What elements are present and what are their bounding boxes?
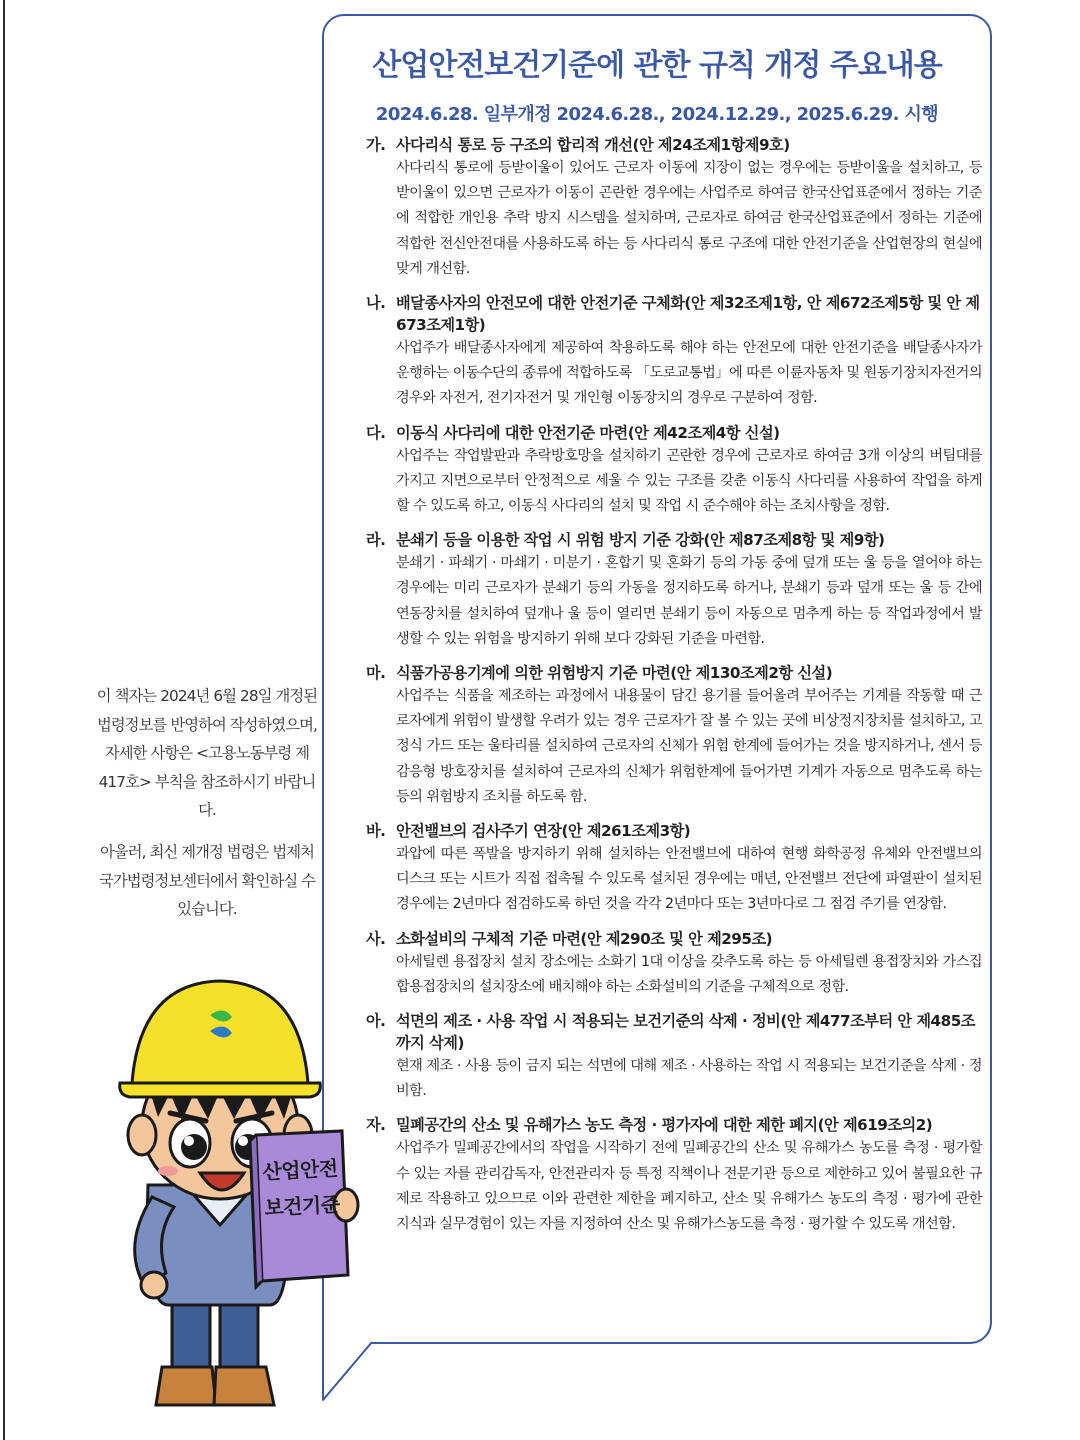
item-marker: 나.: [366, 294, 386, 313]
amendment-item: [366, 1114, 982, 1237]
item-marker: 자.: [366, 1116, 386, 1135]
amendment-item: [366, 292, 982, 412]
item-heading: [366, 422, 982, 444]
item-title: 이동식 사다리에 대한 안전기준 마련(안 제42조제4항 신설): [396, 423, 780, 442]
item-title: 밀폐공간의 산소 및 유해가스 농도 측정 · 평가자에 대한 제한 폐지(안 제619조의2): [396, 1116, 933, 1135]
item-title: 배달종사자의 안전모에 대한 안전기준 구체화(안 제32조제1항, 안 제672조제5항 및 안 제673조제1항): [396, 294, 980, 335]
amendment-item: [366, 422, 982, 520]
item-body: 현재 제조 · 사용 등이 금지 되는 석면에 대해 제조 · 사용하는 작업 시 적용되는 보건기준을 삭제 · 정비함.: [396, 1058, 982, 1100]
item-marker: 바.: [366, 822, 386, 841]
amendment-item: [366, 134, 982, 282]
item-title: 분쇄기 등을 이용한 작업 시 위험 방지 기준 강화(안 제87조제8항 및 제9항): [396, 531, 885, 550]
item-heading: [366, 292, 982, 336]
item-heading: [366, 928, 982, 950]
item-title: 식품가공용기계에 의한 위험방지 기준 마련(안 제130조제2항 신설): [396, 664, 833, 683]
amendment-item: [366, 1010, 982, 1104]
item-heading: [366, 529, 982, 551]
item-marker: 가.: [366, 136, 386, 154]
item-body: 아세틸렌 용접장치 설치 장소에는 소화기 1대 이상을 갖추도록 하는 등 아세틸렌 용접장치와 가스집합용접장치의 설치장소에 배치해야 하는 소화설비의 기준을 구체적으로 정함.: [396, 953, 982, 995]
item-body: 과압에 따른 폭발을 방지하기 위해 설치하는 안전밸브에 대하여 현행 화학공정 유체와 안전밸브의 디스크 또는 시트가 직접 접촉될 수 있도록 설치된 경우에는 매년, 안전밸브 전단에 파열판이 설치된 경우에는 2년마다 점검하도록 하던 것을 각각 2년마다 또는 3년마다로 그 점검 주기를 연장함.: [396, 846, 982, 913]
item-heading: [366, 1010, 982, 1054]
item-marker: 라.: [366, 531, 386, 550]
item-heading: [366, 1114, 982, 1136]
book-title-line: 보건기준: [263, 1192, 341, 1220]
page-subtitle: 2024.6.28. 일부개정 2024.6.28., 2024.12.29., 2025.6.29. 시행: [375, 104, 939, 125]
amendment-item: [366, 529, 982, 652]
item-body: 사업주는 식품을 제조하는 과정에서 내용물이 담긴 용기를 들어올려 부어주는 기계를 작동할 때 근로자에게 위험이 발생할 우려가 있는 경우 근로자가 잘 볼 수 있는 곳에 비상정지장치를 설치하고, 고정식 가드 또는 울타리를 설치하여 근로자의 신체가 위험 한계에 들어가는 것을 방지하거나, 센서 등 감응형 방호장치를 설치하여 근로자의 신체가 위험한계에 들어가면 기계가 자동으로 멈추도록 하는 등의 위험방지 조치를 하도록 함.: [396, 688, 982, 805]
side-note-paragraph: 아울러, 최신 제개정 법령은 법제처 국가법령정보센터에서 확인하실 수 있습니다.: [98, 842, 316, 919]
item-heading: [366, 662, 982, 684]
item-marker: 마.: [366, 664, 386, 683]
item-body: 분쇄기 · 파쇄기 · 마쇄기 · 미분기 · 혼합기 및 혼화기 등의 가동 중에 덮개 또는 울 등을 열어야 하는 경우에는 미리 근로자가 분쇄기 등의 가동을 정지하도록 하거나, 분쇄기 등과 덮개 또는 울 등 간에 연동장치를 설치하여 덮개나 울 등이 열리면 분쇄기 등이 자동으로 멈추게 하는 등 작업과정에서 발생할 수 있는 위험을 방지하기 위해 보다 강화된 기준을 마련함.: [396, 555, 982, 647]
item-marker: 사.: [366, 929, 386, 948]
item-body: 사다리식 통로에 등받이울이 있어도 근로자 이동에 지장이 없는 경우에는 등받이울을 설치하고, 등받이울이 있으면 근로자가 이동이 곤란한 경우에는 사업주로 하여금 한국산업표준에서 정하는 기준에 적합한 개인용 추락 방지 시스템을 설치하며, 근로자로 하여금 한국산업표준에서 정하는 기준에 적합한 전신안전대를 사용하도록 하는 등 사다리식 통로 구조에 대한 안전기준을 산업현장의 현실에 맞게 개선함.: [396, 160, 982, 277]
item-body: 사업주가 배달종사자에게 제공하여 착용하도록 해야 하는 안전모에 대한 안전기준을 배달종사자가 운행하는 이동수단의 종류에 적합하도록 「도로교통법」에 따른 이륜자동차 및 원동기장치자전거의 경우와 자전거, 전기자전거 및 개인형 이동장치의 경우로 구분하여 정함.: [396, 340, 982, 407]
item-title: 석면의 제조 · 사용 작업 시 적용되는 보건기준의 삭제 · 정비(안 제477조부터 안 제485조까지 삭제): [396, 1012, 975, 1053]
item-title: 안전밸브의 검사주기 연장(안 제261조제3항): [396, 822, 691, 841]
page-title: 산업안전보건기준에 관한 규칙 개정 주요내용: [372, 48, 942, 83]
item-body: 사업주는 작업발판과 추락방호망을 설치하기 곤란한 경우에 근로자로 하여금 3개 이상의 버팀대를 가지고 지면으로부터 안정적으로 세울 수 있는 구조를 갖춘 이동식 사다리를 사용하여 작업을 하게 할 수 있도록 하고, 이동식 사다리의 설치 및 작업 시 준수해야 하는 조치사항을 정함.: [396, 447, 982, 515]
book-title-line: 산업안전: [261, 1156, 339, 1184]
item-heading: [366, 820, 982, 842]
side-note-paragraph: 이 책자는 2024년 6월 28일 개정된 법령정보를 반영하여 작성하였으며, 자세한 사항은 <고용노동부령 제417호> 부칙을 참조하시기 바랍니다.: [96, 687, 318, 820]
item-title: 사다리식 통로 등 구조의 합리적 개선(안 제24조제1항제9호): [396, 136, 790, 154]
item-title: 소화설비의 구체적 기준 마련(안 제290조 및 안 제295조): [396, 929, 773, 948]
item-marker: 아.: [366, 1012, 386, 1031]
item-marker: 다.: [366, 423, 386, 442]
amendment-item: [366, 662, 982, 810]
book-title: [256, 1150, 346, 1226]
amendment-list: [366, 134, 982, 1247]
item-body: 사업주가 밀폐공간에서의 작업을 시작하기 전에 밀폐공간의 산소 및 유해가스 농도를 측정 · 평가할 수 있는 자를 관리감독자, 안전관리자 등 특정 직책이나 전문기관 등으로 제한하고 있어 불필요한 규제로 작용하고 있으므로 이와 관련한 제한을 폐지하고, 산소 및 유해가스 농도의 측정 · 평가에 관한 지식과 실무경험이 있는 자를 지정하여 산소 및 유해가스농도를 측정 · 평가할 수 있도록 개선함.: [396, 1140, 982, 1233]
item-heading: [366, 134, 982, 156]
side-note: [92, 682, 322, 937]
amendment-item: [366, 928, 982, 1000]
amendment-item: [366, 820, 982, 918]
